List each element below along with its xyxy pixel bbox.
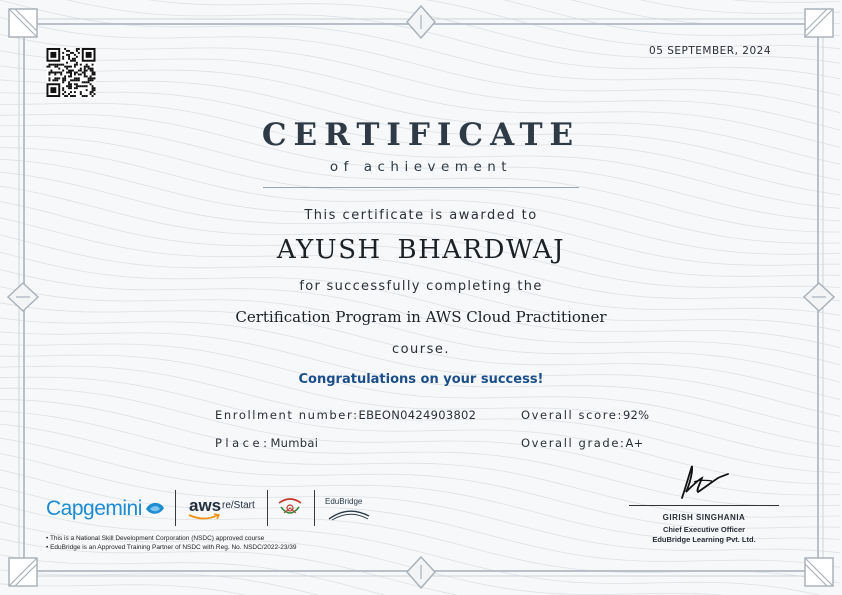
wave-line <box>0 0 840 25</box>
overall-score <box>521 408 649 422</box>
logo-separator <box>175 490 176 526</box>
wave-line <box>0 287 840 383</box>
partner-logos <box>44 487 384 527</box>
footnote-nsdc-partner: • EduBridge is an Approved Training Partner of NSDC with Reg. No. NSDC/2022-23/39 <box>46 544 297 551</box>
signatory-name: GIRISH SINGHANIA <box>662 513 746 522</box>
grade-label: Overall grade: <box>521 436 626 450</box>
issue-date: 05 SEPTEMBER, 2024 <box>649 45 771 57</box>
qr-code <box>44 48 98 97</box>
aws-restart-text: re/Start <box>222 500 255 511</box>
enrollment-number <box>215 408 476 422</box>
completing-text: for successfully completing the <box>299 279 543 294</box>
congratulations-message: Congratulations on your success! <box>298 372 544 387</box>
program-name: Certification Program in AWS Cloud Practitioner <box>235 308 607 326</box>
wave-line <box>0 0 840 79</box>
footnote-nsdc-course: • This is a National Skill Development Corporation (NSDC) approved course <box>46 535 265 542</box>
wave-line <box>0 17 840 112</box>
enrollment-value: EBEON0424903802 <box>358 408 477 422</box>
course-text: course. <box>391 342 451 357</box>
score-value: 92% <box>622 408 650 422</box>
recipient-name: AYUSH BHARDWAJ <box>276 235 566 265</box>
awarded-text: This certificate is awarded to <box>304 208 538 223</box>
overall-grade <box>521 436 644 450</box>
signatory-role: Chief Executive Officer <box>662 525 746 534</box>
score-label: Overall score: <box>521 408 623 422</box>
aws-logo: aws <box>189 496 222 515</box>
wave-line <box>0 584 840 595</box>
capgemini-logo: Capgemini <box>46 497 142 520</box>
signature-image <box>668 462 738 502</box>
grade-value: A+ <box>625 436 644 450</box>
place-value: Mumbai <box>270 436 319 450</box>
logo-separator <box>314 490 315 526</box>
title-divider <box>263 187 579 188</box>
place-label: Place: <box>215 436 271 450</box>
place <box>215 436 318 450</box>
certificate-title: CERTIFICATE <box>261 117 581 153</box>
nsdc-emblem-icon <box>276 497 304 521</box>
signatory-company: EduBridge Learning Pvt. Ltd. <box>652 535 756 544</box>
logo-separator <box>267 490 268 526</box>
certificate-subtitle: of achievement <box>329 159 513 175</box>
edubridge-logo: EduBridge <box>325 497 363 506</box>
capgemini-spade-icon <box>144 499 166 517</box>
enrollment-label: Enrollment number: <box>215 408 359 422</box>
signature-line <box>629 505 779 506</box>
wave-line <box>0 0 840 2</box>
edubridge-swoosh-icon <box>328 507 370 521</box>
aws-smile-icon <box>188 513 222 521</box>
